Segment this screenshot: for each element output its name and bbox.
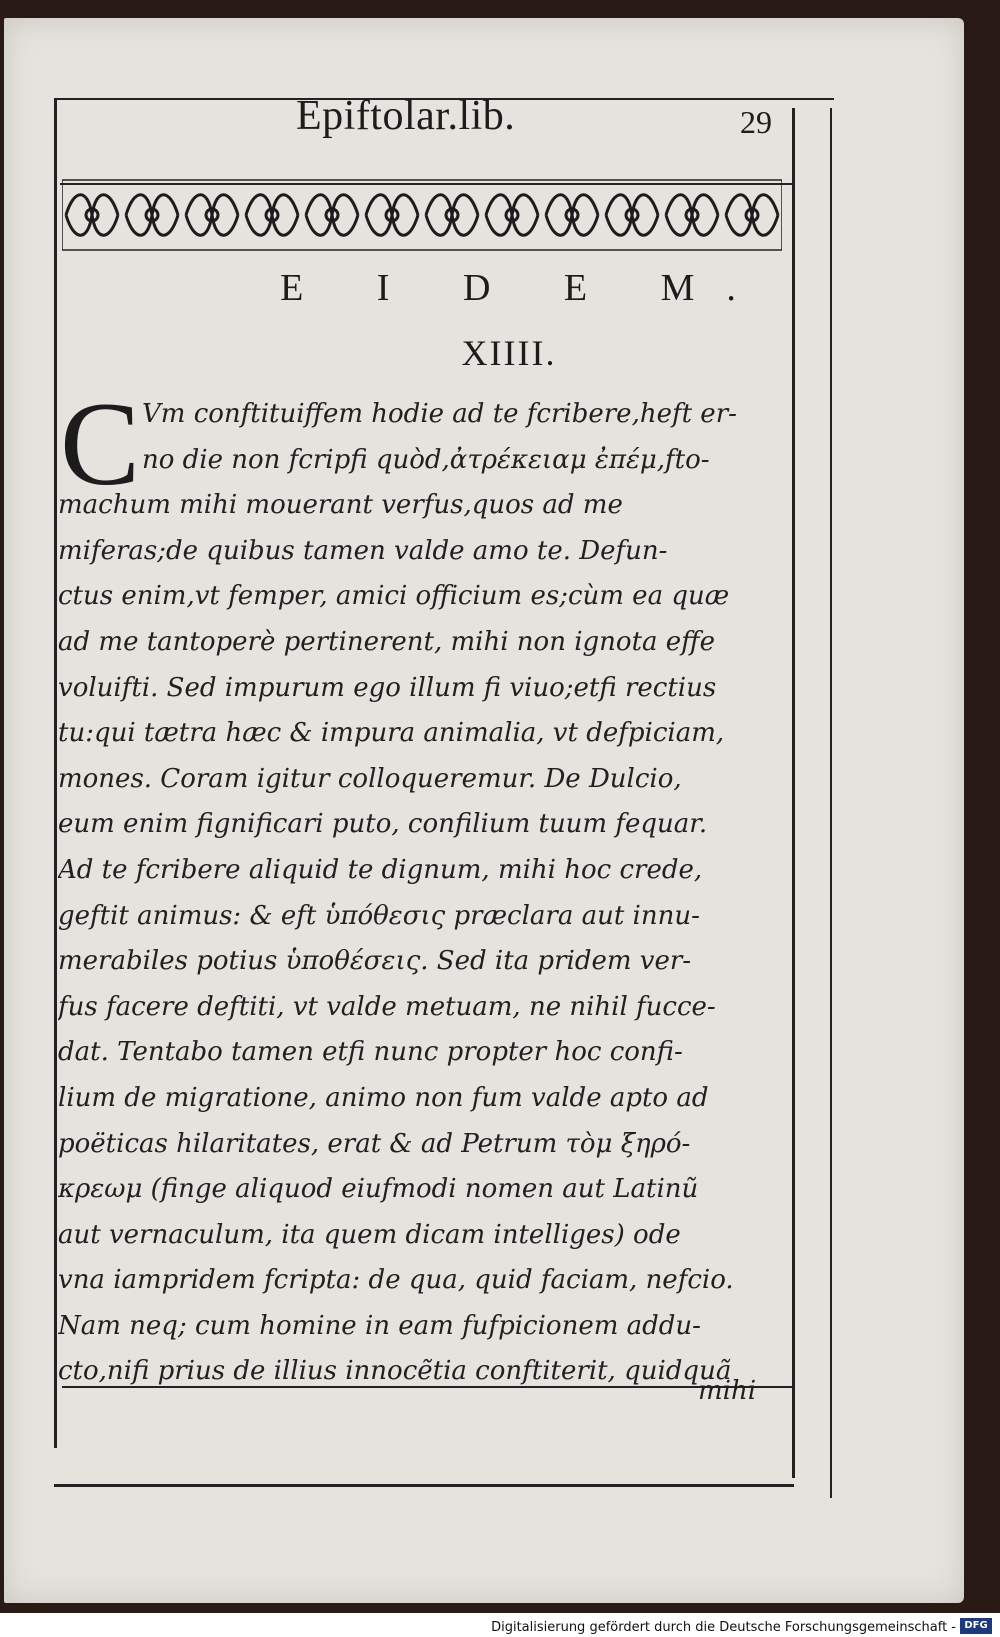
running-head: Epiftolar.lib. [296,93,516,139]
drop-cap: C [60,377,141,510]
text-line: cto,nifi prius de illius innocẽtia conftiterit, quidquã [58,1356,732,1387]
text-line: lium de migratione, animo non fum valde apto ad [58,1082,709,1113]
frame-rule-bottom [54,1484,794,1487]
text-line: geftit animus: & eft ὑπόθεσις præclara aut innu- [58,900,700,931]
page-number: 29 [740,104,772,140]
catchword: mihi [698,1376,757,1406]
text-line: aut vernaculum, ita quem dicam intelliges) ode [58,1219,681,1250]
dfg-logo: DFG [960,1618,992,1634]
text-line: mones. Coram igitur colloqueremur. De Dulcio, [58,763,682,794]
text-line: voluifti. Sed impurum ego illum fi viuo;etfi rectius [58,672,717,703]
ornament-knot [126,195,178,236]
ornament-knot [306,195,358,236]
text-line: vna iampridem fcripta: de qua, quid faciam, nefcio. [58,1265,734,1296]
text-line: miferas;de quibus tamen valde amo te. Defun- [58,535,668,566]
frame-rule-right-outer [830,108,832,1498]
text-line: tu:qui tætra hæc & impura animalia, vt defpiciam, [58,718,725,749]
ornament-knot [186,195,238,236]
ornament-knot [66,195,118,236]
ornamental-band-icon [62,178,782,252]
ornament-knot [366,195,418,236]
text-line: ctus enim,vt femper, amici officium es;cùm ea quæ [58,581,730,612]
text-line: poëticas hilaritates, erat & ad Petrum τὸμ ξηρό- [58,1128,691,1159]
text-line: merabiles potius ὑποθέσεις. Sed ita pridem ver- [58,946,692,977]
ornament-knot [246,195,298,236]
text-line: Vm conftituiffem hodie ad te fcribere,heft er- [142,399,737,429]
text-line: no die non fcripfi quòd,ἀτρέκειαμ ἐπέμ,fto- [142,444,710,475]
text-line: machum mihi mouerant verfus,quos ad me [58,490,623,521]
footer-credit: Digitalisierung gefördert durch die Deutsche Forschungsgemeinschaft - [491,1620,956,1635]
ornament-knot [666,195,718,236]
letter-number: XIIII. [461,333,557,373]
text-line: Nam neq; cum homine in eam fufpicionem addu- [58,1310,701,1341]
ornament-knot [486,195,538,236]
letter-body [58,392,788,1395]
text-line: dat. Tentabo tamen etfi nunc propter hoc confi- [58,1037,683,1068]
ornament-knot [726,195,778,236]
ornament-knot [426,195,478,236]
ornament-knot [606,195,658,236]
text-line: fus facere deftiti, vt valde metuam, ne nihil fucce- [58,991,716,1022]
text-line: eum enim fignificari puto, confilium tuum fequar. [58,809,708,840]
frame-rule-right [792,108,795,1478]
text-line: κρεωμ (finge aliquod eiufmodi nomen aut Latinũ [58,1174,699,1205]
text-line: Ad te fcribere aliquid te dignum, mihi hoc crede, [58,854,703,885]
ornament-knot [546,195,598,236]
text-line: ad me tantoperè pertinerent, mihi non ignota effe [58,626,715,657]
letter-heading: E I D E M. [280,267,768,309]
